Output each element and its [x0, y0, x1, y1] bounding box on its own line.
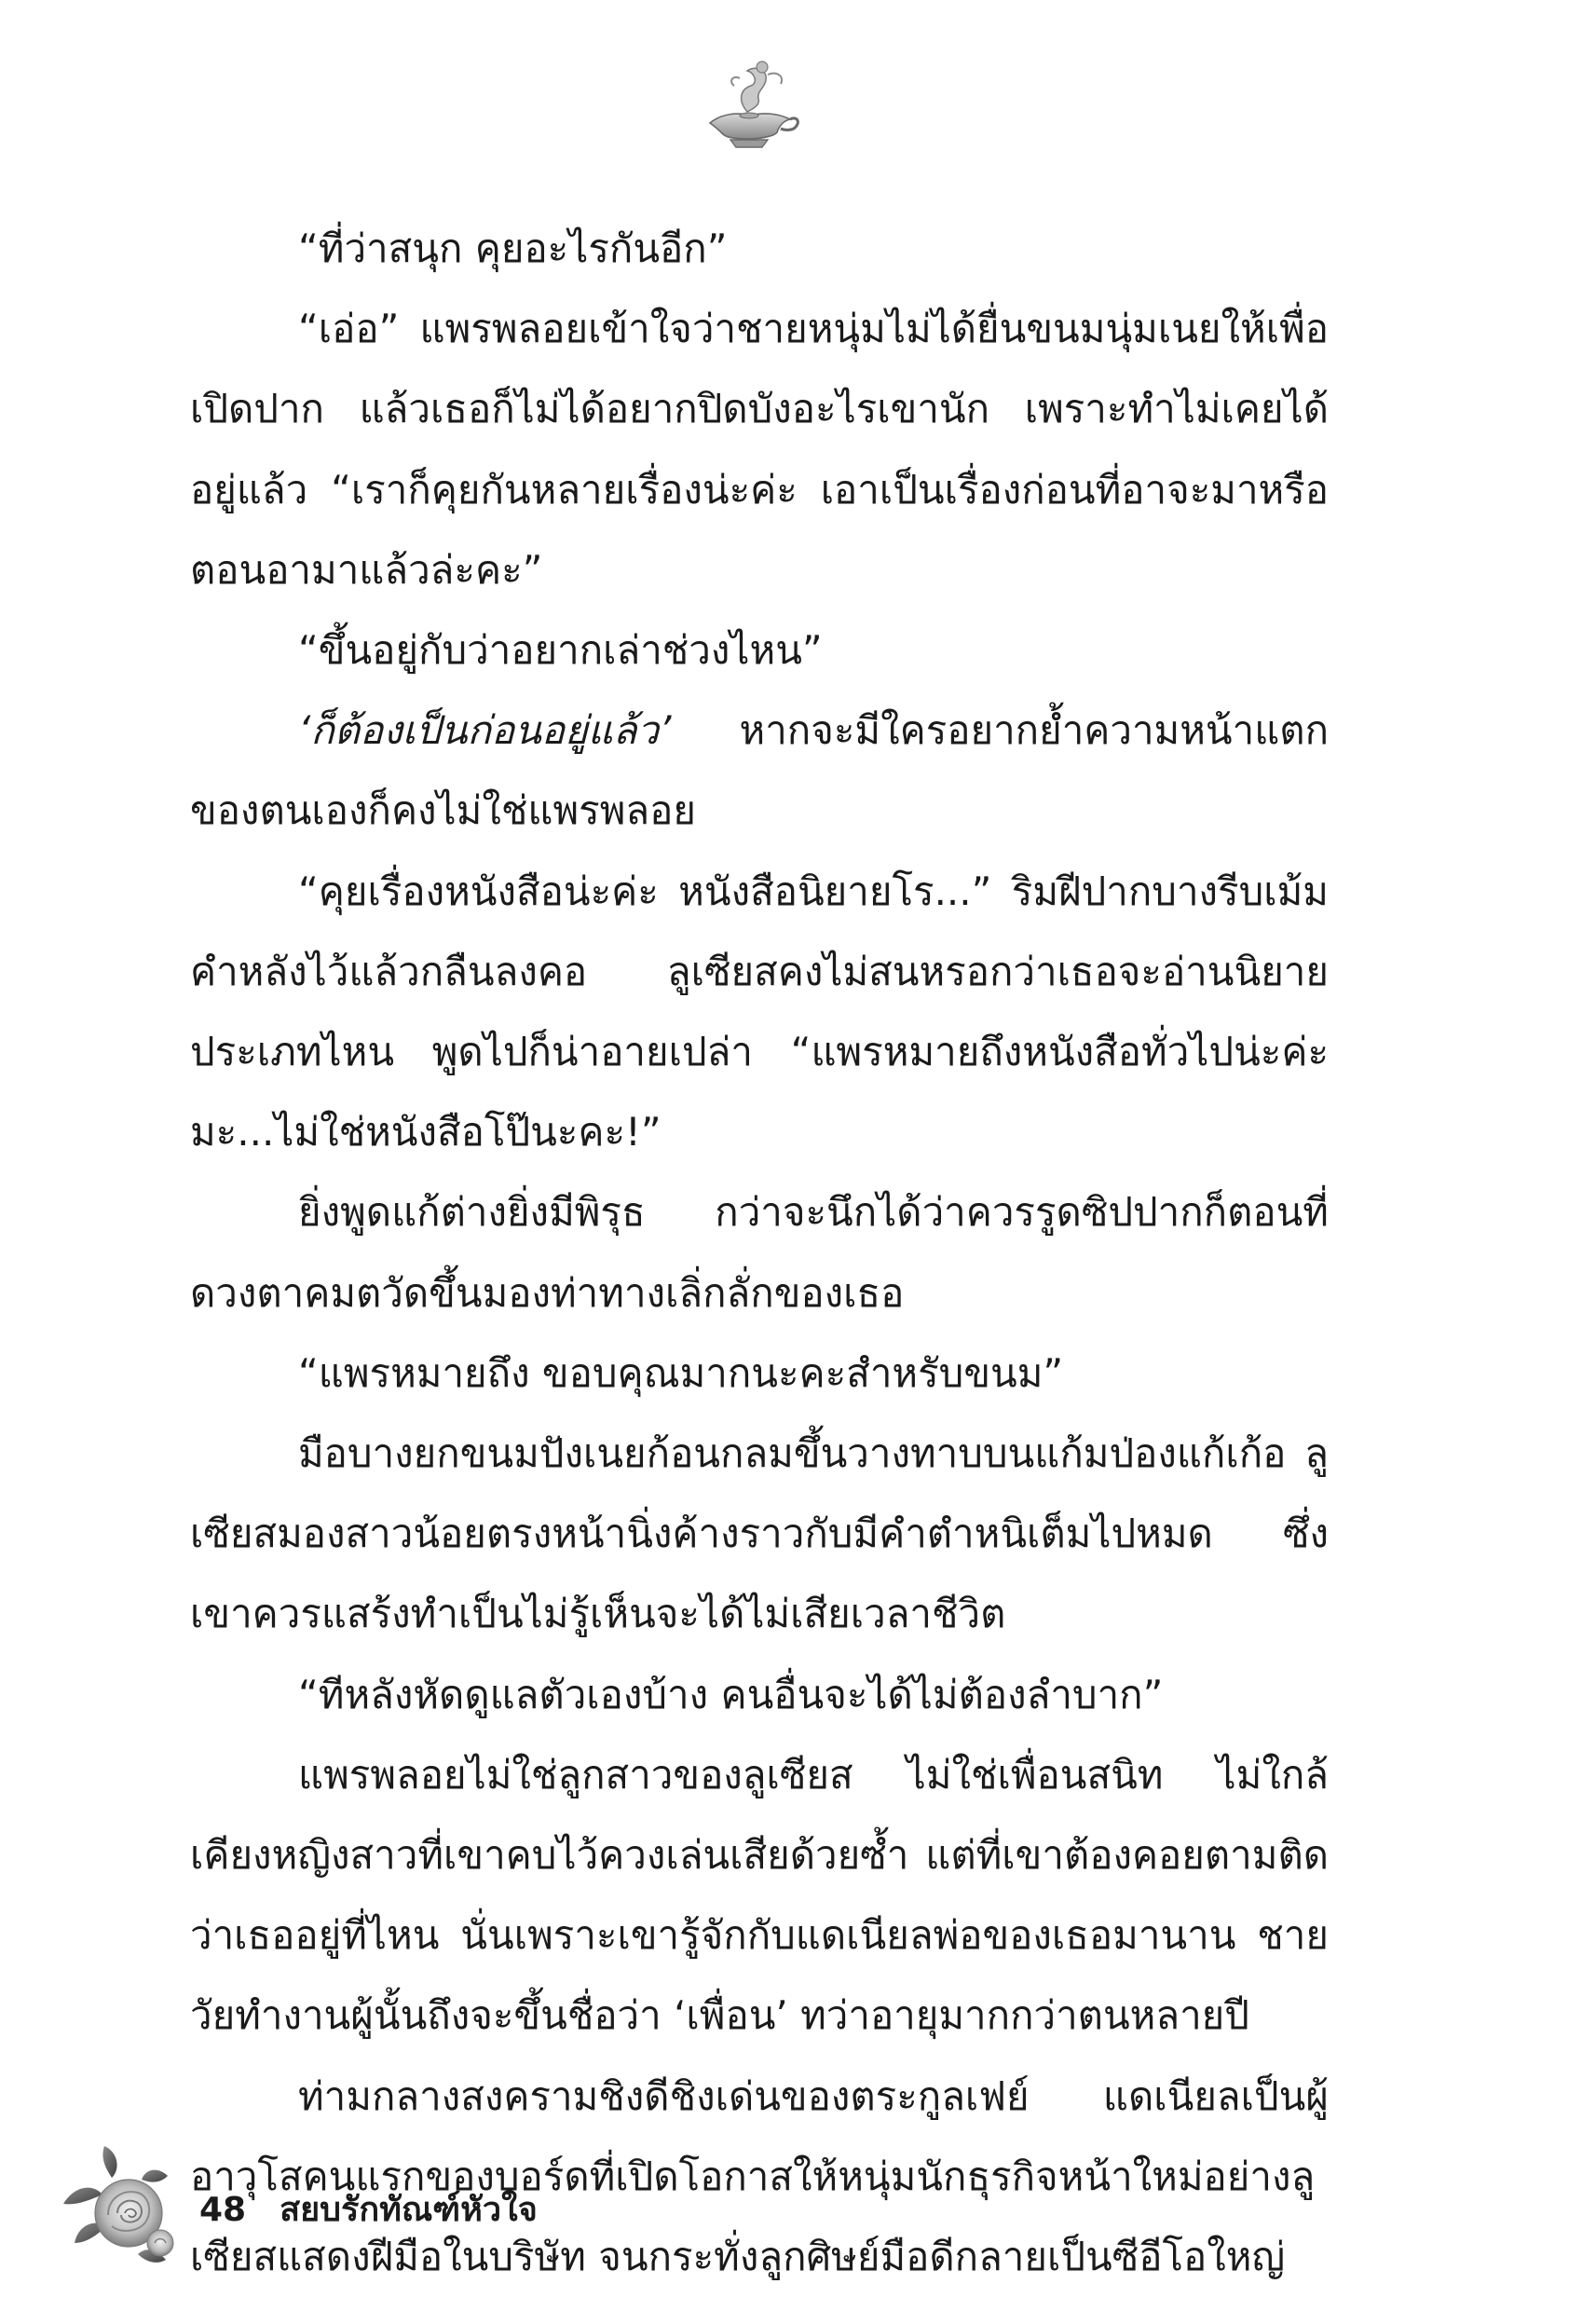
italic-thought: ‘ก็ต้องเป็นก่อนอยู่แล้ว’: [298, 707, 672, 754]
rose-icon: [56, 2139, 196, 2278]
paragraph-3: “ขึ้นอยู่กับว่าอยากเล่าช่วงไหน”: [298, 627, 823, 674]
book-title: สยบรักทัณฑ์หัวใจ: [280, 2191, 538, 2229]
paragraph-1: “ที่ว่าสนุก คุยอะไรกันอีก”: [298, 226, 728, 271]
paragraph-10: แพรพลอยไม่ใช่ลูกสาวของลูเซียส ไม่ใช่เพื่อนสนิท ไม่ใกล้เคียงหญิงสาวที่เขาคบไว้ควงเล่นเสียด้วยซ้ำ แต่ที่เขาต้องคอยตามติดว่าเธออยู่ที่ไหน นั่นเพราะเขารู้จักกับแดเนียลพ่อของเธอมานาน ชายวัยทำงานผู้นั้นถึงจะขึ้นชื่อว่า ‘เพื่อน’ ทว่าอายุมากกว่าตนหลายปี: [190, 1751, 1329, 2039]
paragraph-4: [190, 691, 1329, 851]
paragraph-9: “ทีหลังหัดดูแลตัวเองบ้าง คนอื่นจะได้ไม่ต้องลำบาก”: [298, 1671, 1164, 1717]
paragraph-5: “คุยเรื่องหนังสือน่ะค่ะ หนังสือนิยายโร...” ริมฝีปากบางรีบเม้มคำหลังไว้แล้วกลืนลงคอ ลูเซียสคงไม่สนหรอกว่าเธอจะอ่านนิยายประเภทไหน พูดไปก็น่าอายเปล่า “แพรหมายถึงหนังสือทั่วไปน่ะค่ะ มะ...ไม่ใช่หนังสือโป๊นะคะ!”: [190, 868, 1329, 1156]
paragraph-8: มือบางยกขนมปังเนยก้อนกลมขึ้นวางทาบบนแก้มป่องแก้เก้อ ลูเซียสมองสาวน้อยตรงหน้านิ่งค้างราวกับมีคำตำหนิเต็มไปหมด ซึ่งเขาควรแสร้งทำเป็นไม่รู้เห็นจะได้ไม่เสียเวลาชีวิต: [190, 1430, 1329, 1637]
page-number: 48: [199, 2191, 247, 2229]
paragraph-2: “เอ่อ” แพรพลอยเข้าใจว่าชายหนุ่มไม่ได้ยื่นขนมนุ่มเนยให้เพื่อเปิดปาก แล้วเธอก็ไม่ได้อยากปิดบังอะไรเขานัก เพราะทำไม่เคยได้อยู่แล้ว “เราก็คุยกันหลายเรื่องน่ะค่ะ เอาเป็นเรื่องก่อนที่อาจะมาหรือตอนอามาแล้วล่ะคะ”: [190, 306, 1329, 593]
paragraph-11: ท่ามกลางสงครามชิงดีชิงเด่นของตระกูลเฟย์ แดเนียลเป็นผู้อาวุโสคนแรกของบอร์ดที่เปิดโอกาสให้หนุ่มนักธุรกิจหน้าใหม่อย่างลูเซียสแสดงฝีมือในบริษัท จนกระทั่งลูกศิษย์มือดีกลายเป็นซีอีโอใหญ่: [190, 2072, 1329, 2280]
page-footer: [199, 2182, 538, 2236]
body-text: [190, 209, 1329, 2297]
paragraph-6: ยิ่งพูดแก้ต่างยิ่งมีพิรุธ กว่าจะนึกได้ว่าควรรูดซิปปากก็ตอนที่ดวงตาคมตวัดขึ้นมองท่าทางเลิ่กลั่กของเธอ: [190, 1189, 1329, 1316]
paragraph-7: “แพรหมายถึง ขอบคุณมากนะคะสำหรับขนม”: [298, 1349, 1064, 1396]
genie-lamp-icon: [693, 54, 805, 157]
paragraph-4-rest: หากจะมีใครอยากย้ำความหน้าแตกของตนเองก็คงไม่ใช่แพรพลอย: [190, 707, 1329, 834]
